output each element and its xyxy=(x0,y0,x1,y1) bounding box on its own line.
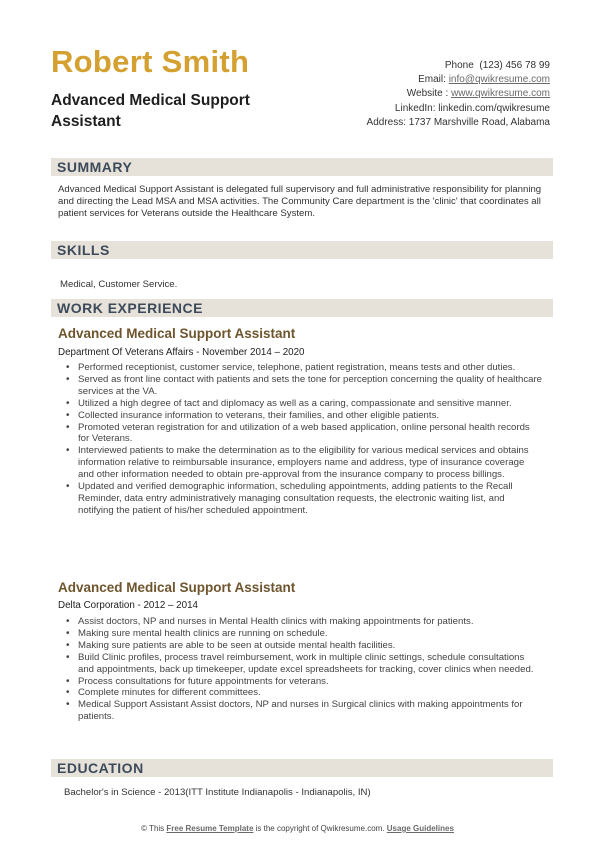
copyright-footer xyxy=(0,824,595,833)
contact-website-row xyxy=(367,87,550,101)
phone-label: Phone xyxy=(444,60,474,71)
job-1-subtitle: Department Of Veterans Affairs - November 2014 – 2020 xyxy=(58,347,305,358)
job-2-subtitle: Delta Corporation - 2012 – 2014 xyxy=(58,600,198,611)
list-item: • Promoted veteran registration for and utilization of a web based application, online personal health records for Veterans. xyxy=(66,422,542,446)
linkedin-value: linkedin.com/qwikresume xyxy=(438,102,550,114)
list-item: • Updated and verified demographic information, scheduling appointments, adding patients to the Recall Reminder, data entry administratively managing consultation requests, the electronic waiting list, and notifying the patient of his/her scheduled appointment. xyxy=(66,481,542,517)
skills-section-header xyxy=(51,241,553,259)
linkedin-label: LinkedIn: xyxy=(394,102,436,114)
job-1-title: Advanced Medical Support Assistant xyxy=(58,326,296,341)
email-label: Email: xyxy=(418,74,446,86)
website-link[interactable]: www.qwikresume.com xyxy=(451,88,550,100)
list-item: • Interviewed patients to make the determination as to the eligibility for various medical services and obtains information relative to reimbursable insurance, employers name and address, type of insurance coverage and other information needed to obtain pre-approval from the insurance company to process billings. xyxy=(66,445,542,481)
contact-phone-row xyxy=(367,59,550,73)
contact-linkedin-row xyxy=(367,102,550,116)
footer-prefix: © This xyxy=(141,824,167,833)
list-item: • Collected insurance information to veterans, their families, and other eligible patients. xyxy=(66,410,542,422)
job-2-bullets xyxy=(66,616,542,723)
skills-heading: SKILLS xyxy=(57,242,110,258)
list-item: • Medical Support Assistant Assist doctors, NP and nurses in Surgical clinics with making appointments for patients. xyxy=(66,699,542,723)
education-section-header xyxy=(51,759,553,777)
job-1-bullets xyxy=(66,362,542,517)
website-label: Website : xyxy=(406,88,449,100)
list-item: • Complete minutes for different committees. xyxy=(66,687,542,699)
summary-heading: SUMMARY xyxy=(57,159,133,175)
contact-address-row xyxy=(367,116,550,130)
contact-block xyxy=(367,59,550,130)
list-item: • Process consultations for future appointments for veterans. xyxy=(66,676,542,688)
footer-middle: is the copyright of Qwikresume.com. xyxy=(253,824,387,833)
list-item: • Assist doctors, NP and nurses in Mental Health clinics with making appointments for patients. xyxy=(66,616,542,628)
free-template-link[interactable]: Free Resume Template xyxy=(166,824,254,833)
skills-text: Medical, Customer Service. xyxy=(60,279,178,290)
list-item: • Build Clinic profiles, process travel reimbursement, work in multiple clinic settings, schedule consultations and appointments, back up timekeeper, update excel spreadsheets for tracking, cover clinics when needed. xyxy=(66,652,542,676)
summary-section-header xyxy=(51,158,553,176)
contact-email-row xyxy=(367,73,550,87)
summary-text: Advanced Medical Support Assistant is delegated full supervisory and full administrative responsibility for planning and directing the Lead MSA and MSA activities. The Community Care department is the 'clinic' that coordinates all patient services for Veterans outside the Healthcare System. xyxy=(58,184,542,219)
address-label: Address: xyxy=(366,116,407,128)
experience-section-header xyxy=(51,299,553,317)
usage-guidelines-link[interactable]: Usage Guidelines xyxy=(386,824,454,833)
job-2-title: Advanced Medical Support Assistant xyxy=(58,580,296,595)
candidate-name: Robert Smith xyxy=(51,44,250,79)
address-value: 1737 Marshville Road, Alabama xyxy=(408,116,550,128)
list-item: • Utilized a high degree of tact and diplomacy as well as a caring, compassionate and sensitive manner. xyxy=(66,398,542,410)
list-item: • Performed receptionist, customer service, telephone, patient registration, means tests and other duties. xyxy=(66,362,542,374)
experience-heading: WORK EXPERIENCE xyxy=(57,300,203,316)
list-item: • Served as front line contact with patients and sets the tone for perception concerning the quality of healthcare services at the VA. xyxy=(66,374,542,398)
list-item: • Making sure patients are able to be seen at outside mental health facilities. xyxy=(66,640,542,652)
candidate-title: Advanced Medical Support Assistant xyxy=(51,92,250,130)
email-link[interactable]: info@qwikresume.com xyxy=(448,74,550,86)
education-heading: EDUCATION xyxy=(57,760,144,776)
list-item: • Making sure mental health clinics are running on schedule. xyxy=(66,628,542,640)
education-text: Bachelor's in Science - 2013(ITT Institute Indianapolis - Indianapolis, IN) xyxy=(64,787,371,798)
phone-value: (123) 456 78 99 xyxy=(479,60,550,71)
